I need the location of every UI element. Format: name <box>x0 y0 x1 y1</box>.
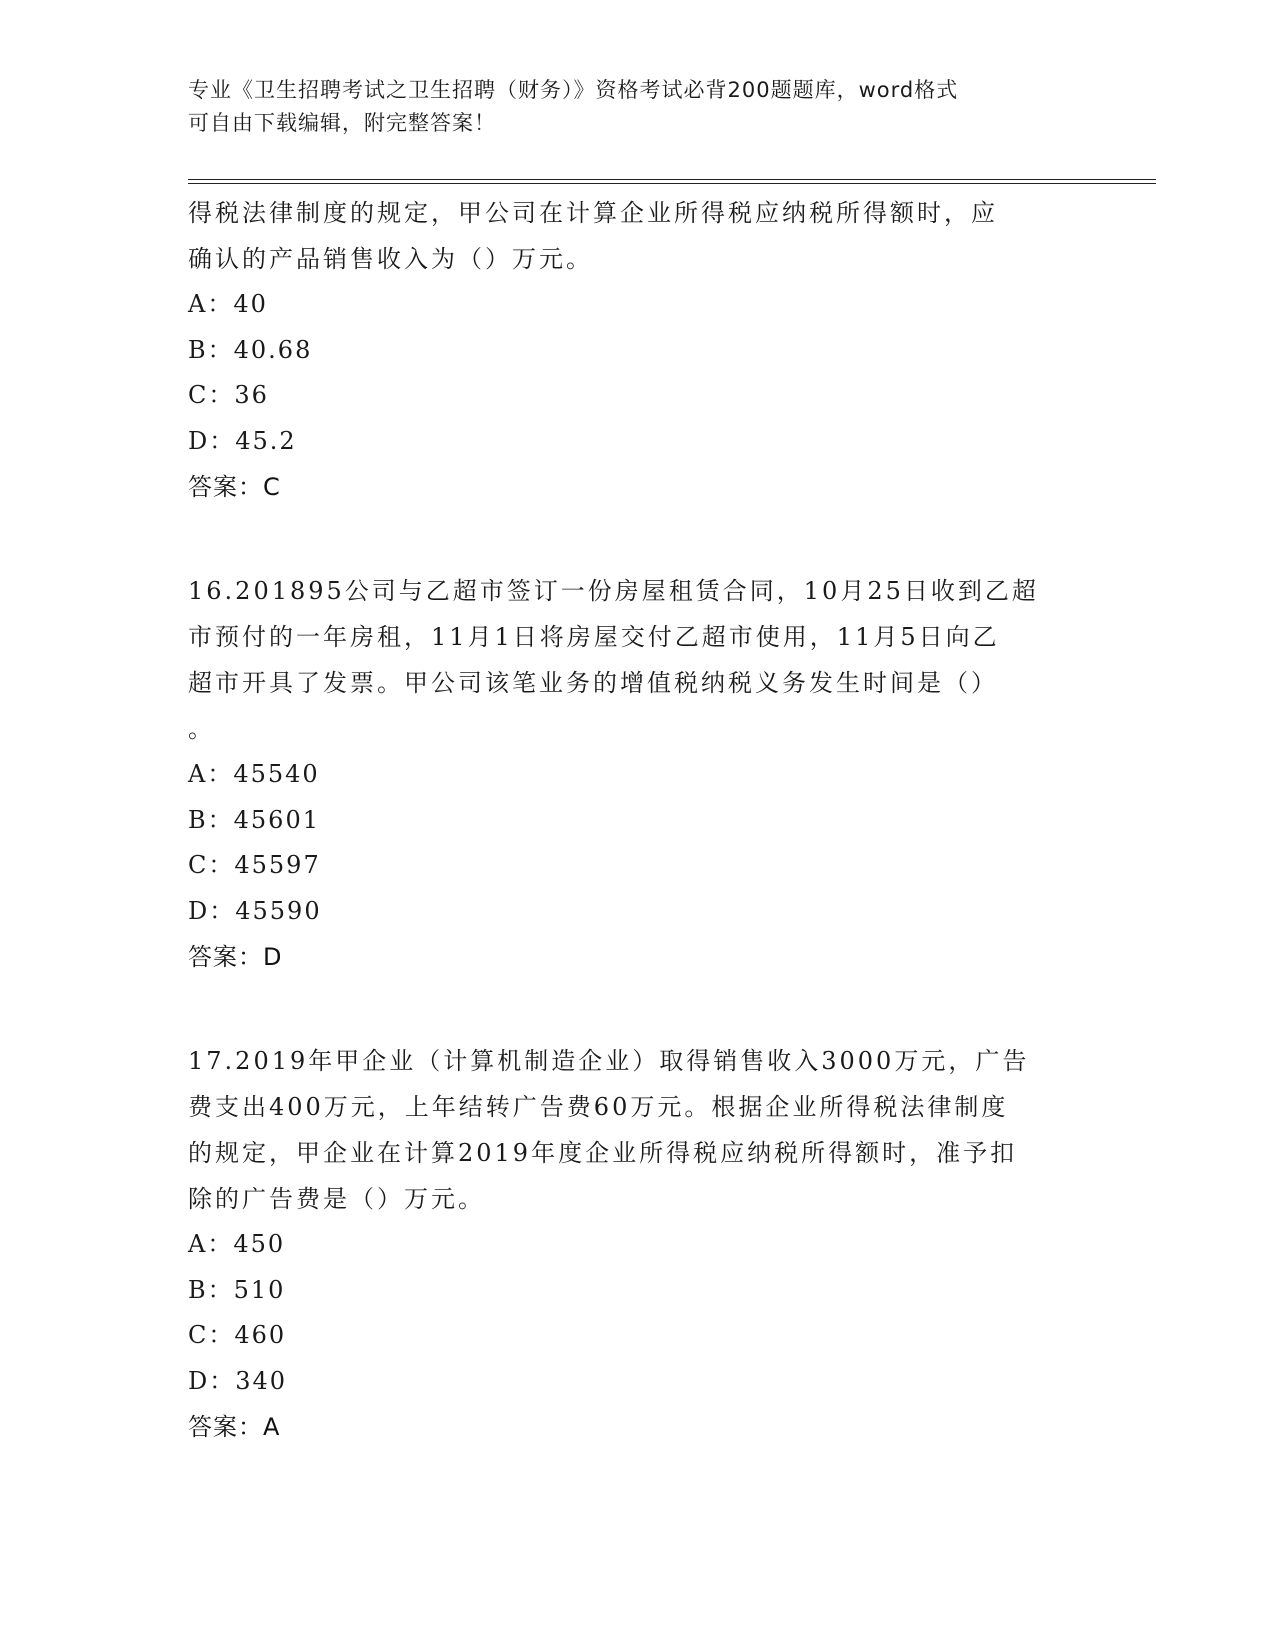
option-c: C：460 <box>188 1321 287 1349</box>
document-header <box>188 74 1088 140</box>
spacer <box>188 980 1088 1038</box>
question-text-line: 确认的产品销售收入为（）万元。 <box>188 245 593 273</box>
option-c: C：45597 <box>188 851 321 879</box>
option-c: C：36 <box>188 381 269 409</box>
header-divider-bottom <box>188 183 1156 184</box>
spacer <box>188 510 1088 568</box>
header-line-2: 可自由下载编辑，附完整答案！ <box>188 111 496 135</box>
question-17 <box>188 1038 1088 1450</box>
question-text-line: 超市开具了发票。甲公司该笔业务的增值税纳税义务发生时间是（） <box>188 669 998 697</box>
question-text-line: 得税法律制度的规定，甲公司在计算企业所得税应纳税所得额时，应 <box>188 199 998 227</box>
header-line-1: 专业《卫生招聘考试之卫生招聘（财务）》资格考试必背200题题库，word格式 <box>188 78 959 102</box>
question-text-line: 市预付的一年房租，11月1日将房屋交付乙超市使用，11月5日向乙 <box>188 623 1000 651</box>
answer-label: 答案：D <box>188 943 283 971</box>
question-15-continued <box>188 190 1088 510</box>
option-d: D：45.2 <box>188 426 297 455</box>
option-b: B：40.68 <box>188 335 313 364</box>
question-text-line: 除的广告费是（）万元。 <box>188 1185 485 1213</box>
option-d: D：340 <box>188 1366 288 1395</box>
option-b: B：510 <box>188 1275 286 1304</box>
question-list <box>188 190 1088 1450</box>
answer-label: 答案：A <box>188 1413 281 1441</box>
option-a: A：45540 <box>188 760 320 788</box>
question-text-line: 。 <box>188 715 215 743</box>
option-b: B：45601 <box>188 805 320 834</box>
option-d: D：45590 <box>188 896 322 925</box>
option-a: A：40 <box>188 290 268 318</box>
question-text-line: 17.2019年甲企业（计算机制造企业）取得销售收入3000万元，广告 <box>188 1047 1030 1075</box>
answer-label: 答案：C <box>188 473 281 501</box>
question-text-line: 费支出400万元，上年结转广告费60万元。根据企业所得税法律制度 <box>188 1093 1009 1121</box>
question-text-line: 16.201895公司与乙超市签订一份房屋租赁合同，10月25日收到乙超 <box>188 577 1039 605</box>
option-a: A：450 <box>188 1230 286 1258</box>
question-16 <box>188 568 1088 980</box>
question-text-line: 的规定，甲企业在计算2019年度企业所得税应纳税所得额时，准予扣 <box>188 1139 1018 1167</box>
header-divider-top <box>188 179 1156 180</box>
